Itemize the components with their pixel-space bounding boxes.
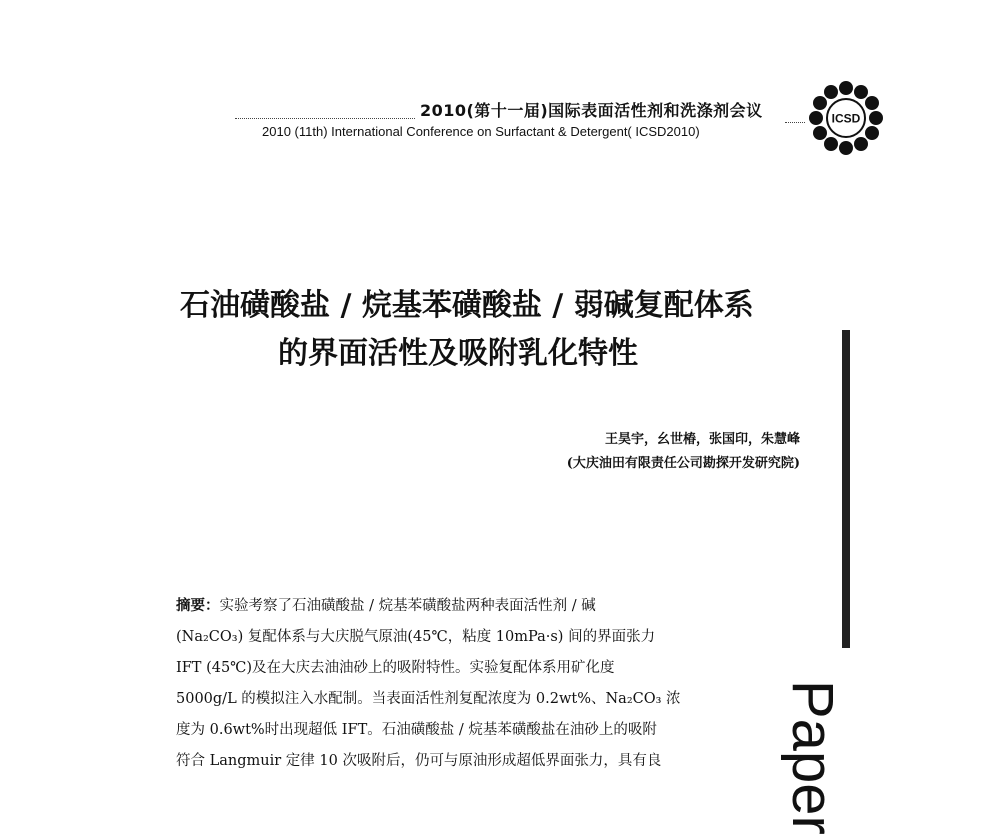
conference-title-en: 2010 (11th) International Conference on Surfactant & Detergent( ICSD2010) [262, 124, 700, 139]
abstract-line: 摘要：实验考察了石油磺酸盐 / 烷基苯磺酸盐两种表面活性剂 / 碱 [176, 597, 596, 614]
abstract-line: IFT (45℃)及在大庆去油油砂上的吸附特性。实验复配体系用矿化度 [176, 660, 615, 676]
paper-title [180, 282, 780, 378]
conference-title-cn: 2010(第十一届)国际表面活性剂和洗涤剂会议 [420, 101, 763, 120]
abstract-line: 度为 0.6wt%时出现超低 IFT。石油磺酸盐 / 烷基苯磺酸盐在油砂上的吸附 [176, 722, 657, 738]
icsd-logo [806, 78, 886, 158]
affiliation: (大庆油田有限责任公司勘探开发研究院) [566, 456, 800, 471]
header-dotted-rule-right [785, 122, 805, 123]
abstract [176, 590, 762, 777]
abstract-line: (Na₂CO₃) 复配体系与大庆脱气原油(45℃，粘度 10mPa·s) 间的界面张力 [176, 629, 656, 645]
paper-title-line2: 的界面活性及吸附乳化特性 [278, 336, 638, 371]
abstract-line: 5000g/L 的模拟注入水配制。当表面活性剂复配浓度为 0.2wt%、Na₂CO₃ 浓 [176, 691, 681, 707]
abstract-label: 摘要： [176, 597, 220, 614]
side-tab-bar [842, 330, 850, 648]
abstract-line: 符合 Langmuir 定律 10 次吸附后，仍可与原油形成超低界面张力，具有良 [176, 753, 662, 769]
logo-text: ICSD [831, 111, 861, 126]
authors: 王昊宇，幺世椿，张国印，朱慧峰 [604, 432, 800, 447]
side-tab-label: Paper [780, 680, 845, 835]
header-dotted-rule-left [235, 118, 415, 119]
paper-title-line1: 石油磺酸盐 / 烷基苯磺酸盐 / 弱碱复配体系 [180, 288, 754, 323]
